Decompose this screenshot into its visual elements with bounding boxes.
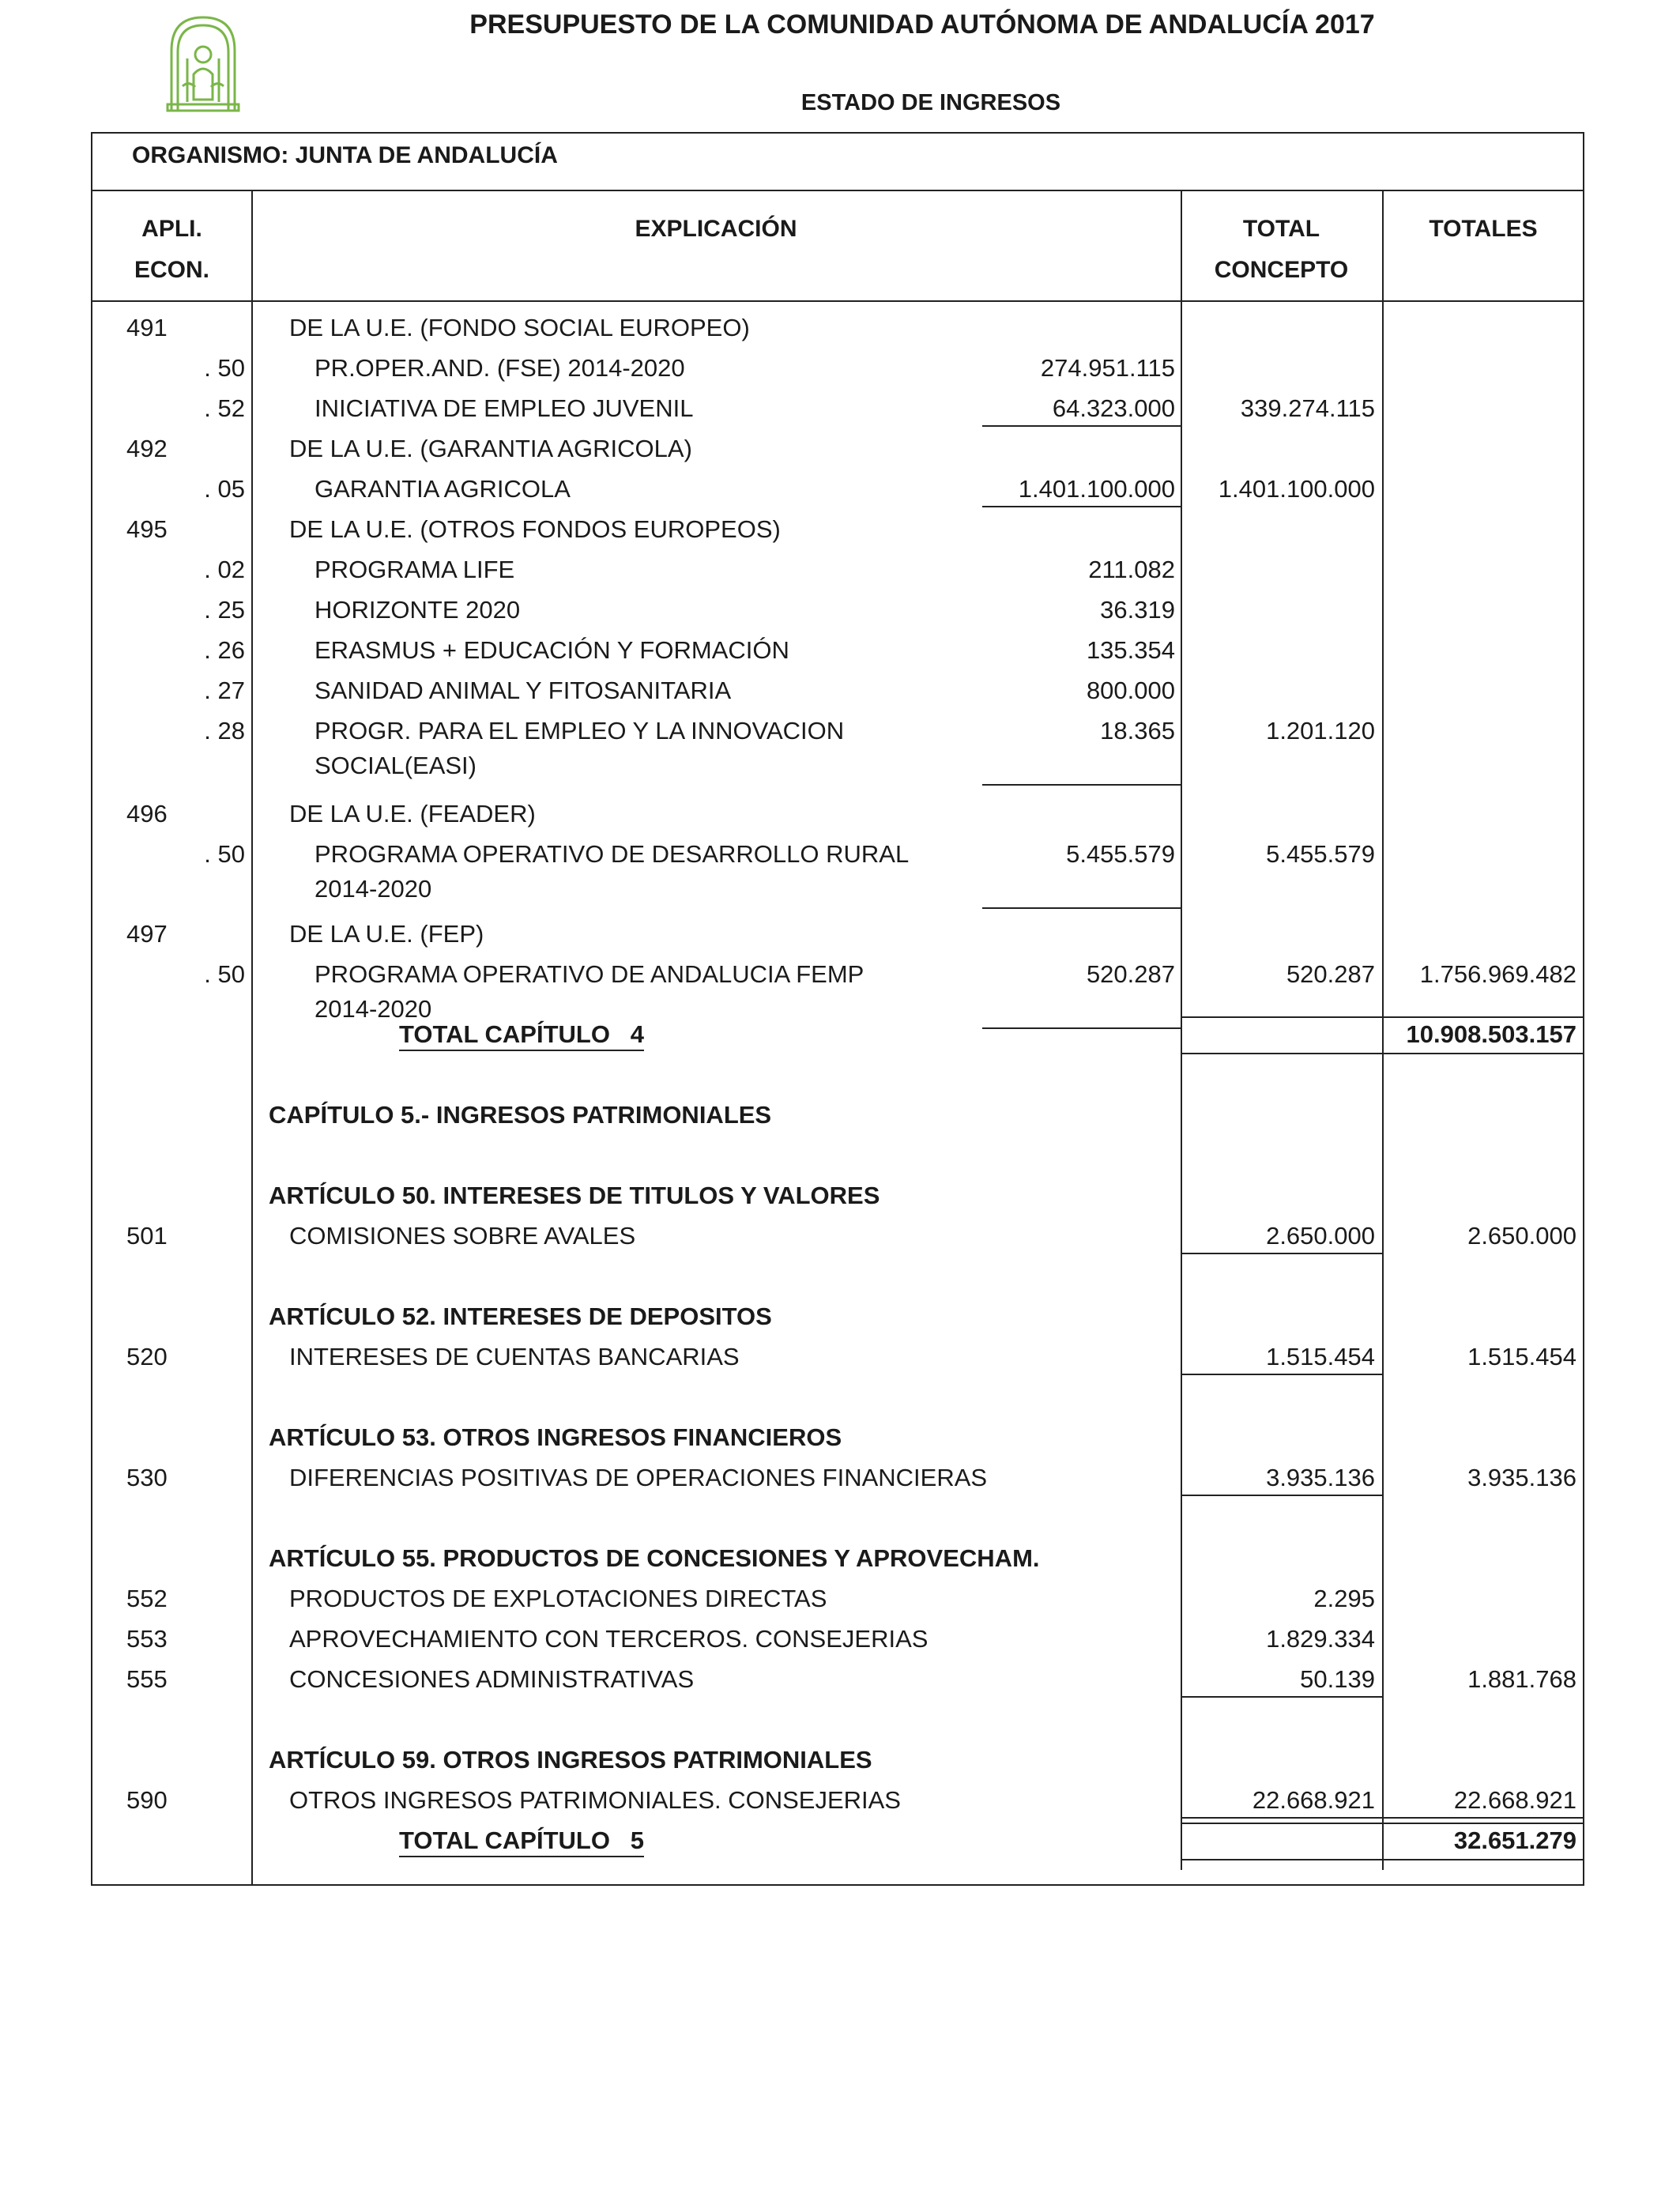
total-rule bbox=[1181, 1823, 1584, 1824]
document-subtitle: ESTADO DE INGRESOS bbox=[800, 90, 1061, 115]
row-description: PROGRAMA OPERATIVO DE DESARROLLO RURAL bbox=[315, 840, 910, 868]
row-total-concepto: 520.287 bbox=[1286, 960, 1375, 988]
row-code: 496 bbox=[126, 800, 168, 827]
row-description: APROVECHAMIENTO CON TERCEROS. CONSEJERIAS bbox=[289, 1625, 929, 1653]
row-code: 497 bbox=[126, 920, 168, 948]
row-amount: 1.401.100.000 bbox=[1018, 475, 1175, 503]
row-amount: 36.319 bbox=[1100, 596, 1175, 624]
column-header-totales: TOTALES bbox=[1429, 216, 1538, 242]
chapter-total-label: TOTAL CAPÍTULO 5 bbox=[399, 1826, 644, 1857]
row-code: 495 bbox=[126, 515, 168, 543]
row-description: INTERESES DE CUENTAS BANCARIAS bbox=[289, 1343, 740, 1370]
row-description: SANIDAD ANIMAL Y FITOSANITARIA bbox=[315, 677, 732, 704]
row-subcode: . 05 bbox=[204, 475, 245, 503]
row-description: PR.OPER.AND. (FSE) 2014-2020 bbox=[315, 354, 685, 382]
row-description-cont: SOCIAL(EASI) bbox=[315, 752, 477, 779]
row-code: 501 bbox=[126, 1222, 168, 1250]
row-total-concepto: 1.401.100.000 bbox=[1218, 475, 1375, 503]
row-totales: 1.515.454 bbox=[1467, 1343, 1576, 1370]
row-totales: 2.650.000 bbox=[1467, 1222, 1576, 1250]
row-description: PROGRAMA OPERATIVO DE ANDALUCIA FEMP bbox=[315, 960, 864, 988]
table-row bbox=[0, 839, 1680, 903]
row-subcode: . 27 bbox=[204, 677, 245, 704]
row-subcode: . 50 bbox=[204, 840, 245, 868]
table-row bbox=[0, 1544, 1680, 1583]
table-row bbox=[0, 353, 1680, 393]
row-total-concepto: 2.295 bbox=[1313, 1585, 1375, 1612]
table-row bbox=[0, 919, 1680, 959]
row-total-concepto: 339.274.115 bbox=[1240, 394, 1375, 422]
section-heading: ARTÍCULO 55. PRODUCTOS DE CONCESIONES Y APROVECHAM. bbox=[269, 1544, 1040, 1572]
sum-rule bbox=[1181, 1817, 1382, 1819]
chapter-total-label: TOTAL CAPÍTULO 4 bbox=[399, 1020, 644, 1051]
row-amount: 211.082 bbox=[1088, 556, 1175, 583]
row-subcode: . 50 bbox=[204, 354, 245, 382]
table-row bbox=[0, 313, 1680, 352]
table-row bbox=[0, 1745, 1680, 1785]
row-code: 530 bbox=[126, 1464, 168, 1491]
row-total-concepto: 50.139 bbox=[1300, 1665, 1375, 1693]
row-total-concepto: 1.829.334 bbox=[1266, 1625, 1375, 1653]
section-heading: ARTÍCULO 59. OTROS INGRESOS PATRIMONIALES bbox=[269, 1746, 872, 1774]
table-row bbox=[0, 595, 1680, 635]
section-heading: ARTÍCULO 50. INTERESES DE TITULOS Y VALORES bbox=[269, 1182, 880, 1209]
sum-rule bbox=[1181, 1495, 1382, 1496]
row-amount: 520.287 bbox=[1086, 960, 1175, 988]
row-subcode: . 52 bbox=[204, 394, 245, 422]
row-description: PROGR. PARA EL EMPLEO Y LA INNOVACION bbox=[315, 717, 845, 745]
column-header-apli: APLI. ECON. bbox=[134, 216, 209, 283]
row-amount: 135.354 bbox=[1086, 636, 1175, 664]
sum-rule bbox=[982, 907, 1181, 909]
table-row bbox=[0, 1221, 1680, 1261]
sum-rule bbox=[1181, 1696, 1382, 1698]
row-description: DE LA U.E. (FEADER) bbox=[289, 800, 536, 827]
table-row bbox=[0, 394, 1680, 433]
sum-rule bbox=[982, 1027, 1181, 1029]
row-code: 491 bbox=[126, 314, 168, 341]
table-row bbox=[0, 799, 1680, 839]
column-header-total-concepto: TOTAL CONCEPTO bbox=[1214, 216, 1349, 283]
table-row bbox=[0, 1624, 1680, 1664]
row-description: DE LA U.E. (FEP) bbox=[289, 920, 484, 948]
table-row bbox=[0, 555, 1680, 594]
table-row bbox=[0, 474, 1680, 514]
table-row bbox=[0, 1342, 1680, 1382]
row-subcode: . 28 bbox=[204, 717, 245, 745]
row-amount: 64.323.000 bbox=[1052, 394, 1175, 422]
row-description: PROGRAMA LIFE bbox=[315, 556, 515, 583]
total-rule bbox=[1181, 1859, 1584, 1860]
total-rule bbox=[1181, 1053, 1584, 1054]
table-row bbox=[0, 1181, 1680, 1220]
table-row bbox=[0, 716, 1680, 779]
row-description: COMISIONES SOBRE AVALES bbox=[289, 1222, 636, 1250]
divider bbox=[91, 190, 1584, 191]
row-amount: 5.455.579 bbox=[1066, 840, 1175, 868]
table-row bbox=[0, 1664, 1680, 1704]
table-row bbox=[0, 515, 1680, 554]
row-subcode: . 26 bbox=[204, 636, 245, 664]
row-description: PRODUCTOS DE EXPLOTACIONES DIRECTAS bbox=[289, 1585, 827, 1612]
row-description-cont: 2014-2020 bbox=[315, 995, 432, 1023]
row-code: 492 bbox=[126, 435, 168, 462]
table-row bbox=[0, 959, 1680, 1023]
row-subcode: . 50 bbox=[204, 960, 245, 988]
row-description: OTROS INGRESOS PATRIMONIALES. CONSEJERIAS bbox=[289, 1786, 901, 1814]
row-code: 555 bbox=[126, 1665, 168, 1693]
sum-rule bbox=[982, 506, 1181, 507]
table-row bbox=[0, 1584, 1680, 1623]
row-description: CONCESIONES ADMINISTRATIVAS bbox=[289, 1665, 695, 1693]
row-description: DE LA U.E. (GARANTIA AGRICOLA) bbox=[289, 435, 692, 462]
organismo-label: ORGANISMO: JUNTA DE ANDALUCÍA bbox=[132, 142, 558, 168]
row-description: HORIZONTE 2020 bbox=[315, 596, 521, 624]
row-totales: 22.668.921 bbox=[1453, 1786, 1576, 1814]
row-amount: 18.365 bbox=[1100, 717, 1175, 745]
row-total-concepto: 5.455.579 bbox=[1266, 840, 1375, 868]
row-description: DE LA U.E. (FONDO SOCIAL EUROPEO) bbox=[289, 314, 750, 341]
row-description: INICIATIVA DE EMPLEO JUVENIL bbox=[315, 394, 694, 422]
row-description: DE LA U.E. (OTROS FONDOS EUROPEOS) bbox=[289, 515, 781, 543]
sum-rule bbox=[1181, 1253, 1382, 1254]
sum-rule bbox=[982, 425, 1181, 427]
divider bbox=[91, 300, 1584, 302]
table-row bbox=[0, 1423, 1680, 1462]
table-row bbox=[0, 1302, 1680, 1341]
sum-rule bbox=[982, 784, 1181, 786]
table-row bbox=[0, 1785, 1680, 1825]
row-code: 590 bbox=[126, 1786, 168, 1814]
row-code: 552 bbox=[126, 1585, 168, 1612]
table-row bbox=[0, 1100, 1680, 1140]
row-code: 520 bbox=[126, 1343, 168, 1370]
row-total-concepto: 1.515.454 bbox=[1266, 1343, 1375, 1370]
sum-rule bbox=[1181, 1374, 1382, 1375]
total-rule bbox=[1181, 1016, 1584, 1018]
row-total-concepto: 1.201.120 bbox=[1266, 717, 1375, 745]
row-totales: 1.881.768 bbox=[1467, 1665, 1576, 1693]
table-row bbox=[0, 1463, 1680, 1502]
row-description: ERASMUS + EDUCACIÓN Y FORMACIÓN bbox=[315, 636, 789, 664]
row-totales: 1.756.969.482 bbox=[1419, 960, 1576, 988]
row-totales: 32.651.279 bbox=[1453, 1826, 1576, 1854]
section-heading: CAPÍTULO 5.- INGRESOS PATRIMONIALES bbox=[269, 1101, 772, 1129]
row-totales: 10.908.503.157 bbox=[1406, 1020, 1576, 1048]
row-total-concepto: 3.935.136 bbox=[1266, 1464, 1375, 1491]
row-total-concepto: 22.668.921 bbox=[1252, 1786, 1375, 1814]
row-code: 553 bbox=[126, 1625, 168, 1653]
section-heading: ARTÍCULO 52. INTERESES DE DEPOSITOS bbox=[269, 1302, 772, 1330]
row-subcode: . 02 bbox=[204, 556, 245, 583]
table-row bbox=[0, 635, 1680, 675]
section-heading: ARTÍCULO 53. OTROS INGRESOS FINANCIEROS bbox=[269, 1423, 842, 1451]
row-amount: 274.951.115 bbox=[1040, 354, 1175, 382]
sum-rule bbox=[1382, 1817, 1584, 1819]
document-title: PRESUPUESTO DE LA COMUNIDAD AUTÓNOMA DE ANDALUCÍA 2017 bbox=[469, 9, 1375, 40]
row-description: DIFERENCIAS POSITIVAS DE OPERACIONES FINANCIERAS bbox=[289, 1464, 988, 1491]
row-total-concepto: 2.650.000 bbox=[1266, 1222, 1375, 1250]
row-totales: 3.935.136 bbox=[1467, 1464, 1576, 1491]
table-row bbox=[0, 676, 1680, 715]
column-header-explicacion: EXPLICACIÓN bbox=[635, 216, 797, 242]
row-subcode: . 25 bbox=[204, 596, 245, 624]
row-amount: 800.000 bbox=[1086, 677, 1175, 704]
table-row bbox=[0, 434, 1680, 473]
row-description-cont: 2014-2020 bbox=[315, 875, 432, 903]
junta-andalucia-logo-icon bbox=[164, 11, 243, 114]
row-description: GARANTIA AGRICOLA bbox=[315, 475, 571, 503]
